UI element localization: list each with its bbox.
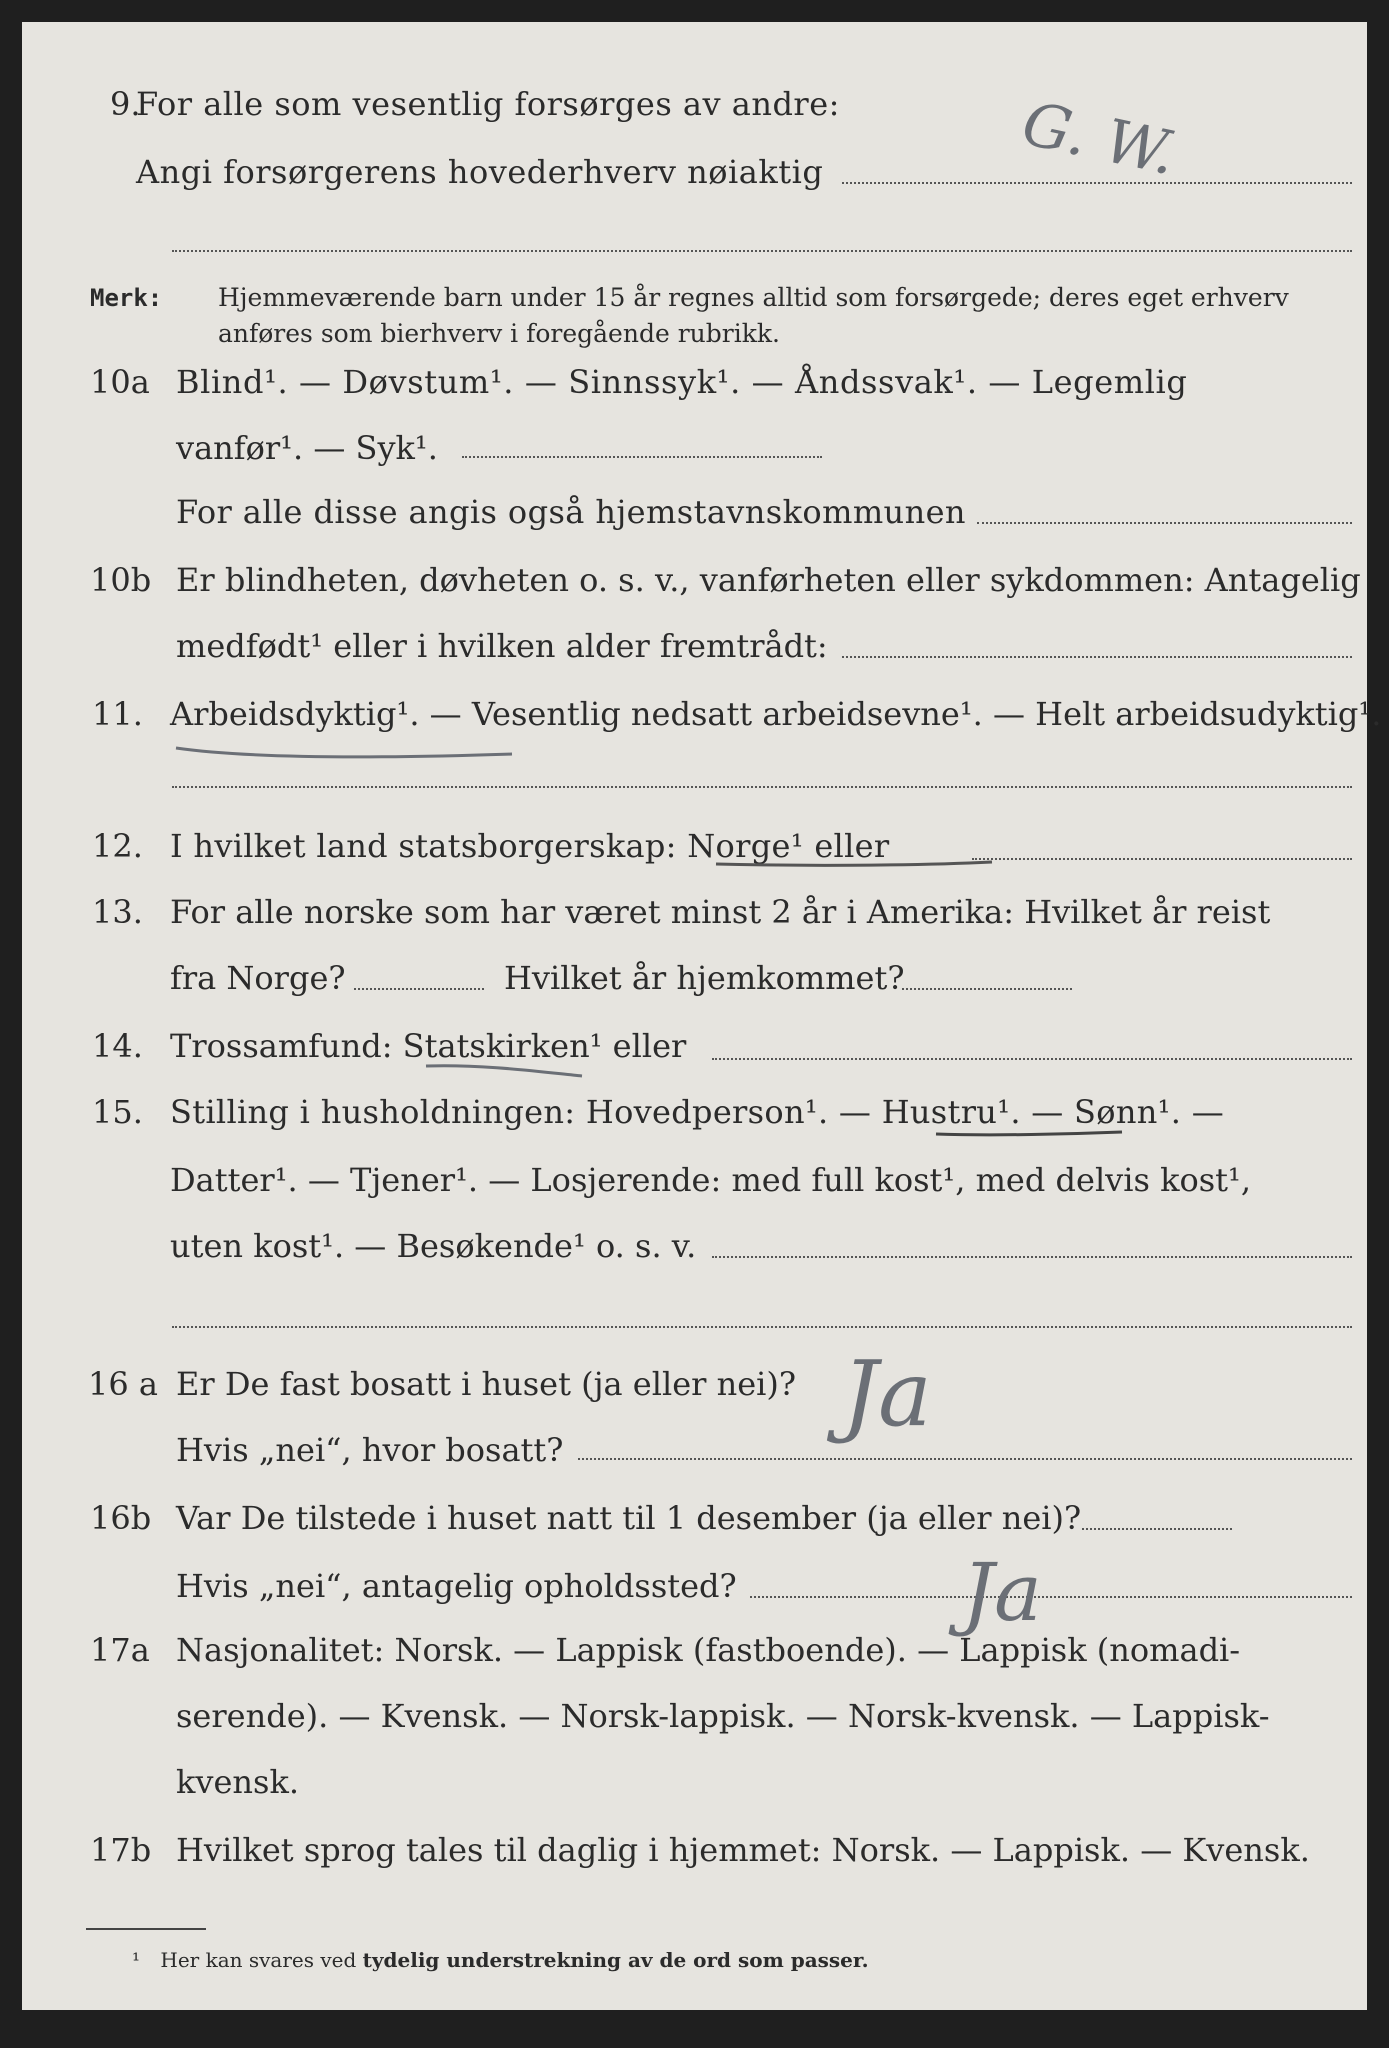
merk-line2: anføres som bierhverv i foregående rubrikk. (218, 319, 780, 348)
question-number-17b: 17b (90, 1831, 152, 1869)
question-number-9: 9. (110, 85, 141, 123)
question-number-16a: 16 a (88, 1365, 158, 1403)
q10b-answer-line[interactable] (842, 656, 1352, 658)
footnote-mark: ¹ (132, 1948, 141, 1972)
q16b-handwritten-answer: Ja (962, 1546, 1042, 1639)
q17a-line2: serende). — Kvensk. — Norsk-lappisk. — Norsk-kvensk. — Lappisk- (176, 1697, 1270, 1735)
q12-answer-line[interactable] (972, 858, 1352, 860)
question-number-13: 13. (92, 893, 143, 931)
q13-line2b: Hvilket år hjemkommet? (504, 959, 905, 997)
merk-line1: Hjemmeværende barn under 15 år regnes alltid som forsørgede; deres eget erhverv (218, 283, 1289, 312)
q15-underline-mark (932, 1122, 1132, 1146)
q16a-answer-line[interactable] (578, 1458, 1352, 1460)
q10b-line1: Er blindheten, døvheten o. s. v., vanførheten eller sykdommen: Antagelig (176, 561, 1361, 599)
q9-line2: Angi forsørgerens hovederhverv nøiaktig (136, 153, 824, 191)
q11-underline-mark (172, 734, 552, 764)
question-number-14: 14. (92, 1027, 143, 1065)
q16b-line1: Var De tilstede i huset natt til 1 desember (ja eller nei)? (176, 1499, 1082, 1537)
q15-line1: Stilling i husholdningen: Hovedperson¹. — Hustru¹. — Sønn¹. — (170, 1093, 1225, 1131)
question-number-17a: 17a (90, 1631, 150, 1669)
q17a-line3: kvensk. (176, 1763, 299, 1801)
q12-underline-mark (712, 854, 1002, 874)
question-number-11: 11. (92, 695, 143, 733)
footnote-text: Her kan svares ved (160, 1948, 357, 1972)
q11-line1: Arbeidsdyktig¹. — Vesentlig nedsatt arbeidsevne¹. — Helt arbeidsudyktig¹. (170, 695, 1382, 733)
question-number-15: 15. (92, 1093, 143, 1131)
q10a-line1: Blind¹. — Døvstum¹. — Sinnssyk¹. — Åndssvak¹. — Legemlig (176, 363, 1188, 401)
q10a-syk-line[interactable] (462, 456, 822, 458)
q14-underline-mark (422, 1058, 592, 1082)
q13-line1: For alle norske som har været minst 2 år i Amerika: Hvilket år reist (170, 893, 1271, 931)
q9-answer-line-2[interactable] (172, 250, 1352, 252)
q10a-line2: vanfør¹. — Syk¹. (176, 429, 438, 467)
q17a-line1: Nasjonalitet: Norsk. — Lappisk (fastboende). — Lappisk (nomadi- (176, 1631, 1241, 1669)
q11-answer-line[interactable] (172, 786, 1352, 788)
q16b-line2: Hvis „nei“, antagelig opholdssted? (176, 1567, 737, 1605)
q16b-answer-line[interactable] (1082, 1528, 1232, 1530)
q13-reist-line[interactable] (354, 988, 484, 990)
q17b-line1: Hvilket sprog tales til daglig i hjemmet: Norsk. — Lappisk. — Kvensk. (176, 1831, 1310, 1869)
census-form-page (22, 22, 1382, 2010)
q13-line2a: fra Norge? (170, 959, 346, 997)
footnote-rule (86, 1928, 206, 1930)
question-number-10b: 10b (90, 561, 152, 599)
q15-line3: uten kost¹. — Besøkende¹ o. s. v. (170, 1227, 697, 1265)
q10b-line2: medfødt¹ eller i hvilken alder fremtrådt: (176, 627, 828, 665)
q9-answer-line[interactable] (842, 182, 1352, 184)
q16a-handwritten-answer: Ja (842, 1342, 932, 1447)
q9-line1: For alle som vesentlig forsørges av andre: (136, 85, 840, 123)
q14-answer-line[interactable] (712, 1058, 1352, 1060)
q15-answer-line-2[interactable] (172, 1326, 1352, 1328)
q16b-opholdssted-line[interactable] (750, 1596, 1352, 1598)
q16a-line1: Er De fast bosatt i huset (ja eller nei)? (176, 1365, 797, 1403)
q10a-line3: For alle disse angis også hjemstavnskommunen (176, 493, 966, 531)
q13-hjemkommet-line[interactable] (902, 988, 1072, 990)
q15-line2: Datter¹. — Tjener¹. — Losjerende: med full kost¹, med delvis kost¹, (170, 1161, 1252, 1199)
q14-line1: Trossamfund: Statskirken¹ eller (170, 1027, 687, 1065)
merk-label: Merk: (90, 284, 163, 312)
q16a-line2: Hvis „nei“, hvor bosatt? (176, 1431, 564, 1469)
q15-answer-line[interactable] (712, 1256, 1352, 1258)
q12-line1: I hvilket land statsborgerskap: Norge¹ eller (170, 827, 890, 865)
q9-handwritten-answer: G. W. (1016, 88, 1182, 190)
question-number-12: 12. (92, 827, 143, 865)
footnote-emphasis: tydelig understrekning av de ord som passer. (362, 1948, 869, 1972)
question-number-10a: 10a (90, 363, 150, 401)
question-number-16b: 16b (90, 1499, 152, 1537)
footnote (132, 1947, 869, 1973)
q10a-hjemstavn-line[interactable] (977, 522, 1352, 524)
